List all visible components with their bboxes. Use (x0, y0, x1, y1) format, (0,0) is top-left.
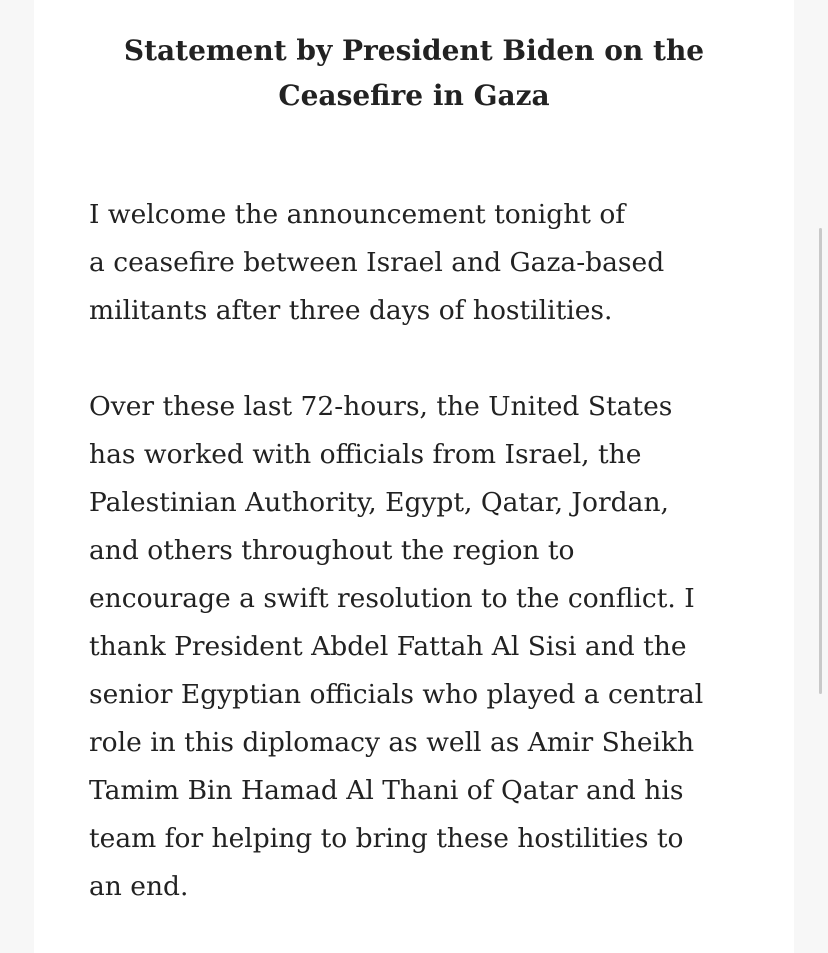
paragraph-2-line-8: role in this diplomacy as well as Amir Sheikh (89, 727, 695, 758)
paragraph-2-line-1: Over these last 72-hours, the United States (89, 391, 673, 422)
paragraph-2-line-5: encourage a swift resolution to the conflict. I (89, 583, 695, 614)
paragraph-2-line-9: Tamim Bin Hamad Al Thani of Qatar and his (89, 775, 684, 806)
statement-paragraph-1 (89, 191, 779, 335)
paragraph-2-line-3: Palestinian Authority, Egypt, Qatar, Jordan, (89, 487, 669, 518)
paragraph-2-line-2: has worked with officials from Israel, the (89, 439, 642, 470)
statement-title (34, 28, 794, 118)
paragraph-2-line-4: and others throughout the region to (89, 535, 575, 566)
statement-paragraph-2 (89, 383, 779, 911)
paragraph-1-line-2: a ceasefire between Israel and Gaza-based (89, 247, 665, 278)
paragraph-2-line-11: an end. (89, 871, 189, 902)
paragraph-1-line-3: militants after three days of hostilities. (89, 295, 613, 326)
paragraph-2-line-6: thank President Abdel Fattah Al Sisi and the (89, 631, 687, 662)
paragraph-2-line-7: senior Egyptian officials who played a central (89, 679, 704, 710)
paragraph-1-line-1: I welcome the announcement tonight of (89, 199, 626, 230)
paragraph-2-line-10: team for helping to bring these hostilities to (89, 823, 684, 854)
statement-title-line-1: Statement by President Biden on the (123, 34, 705, 67)
statement-title-line-2: Ceasefire in Gaza (278, 79, 550, 112)
vertical-scrollbar-thumb[interactable] (819, 228, 822, 694)
statement-card (34, 0, 794, 953)
